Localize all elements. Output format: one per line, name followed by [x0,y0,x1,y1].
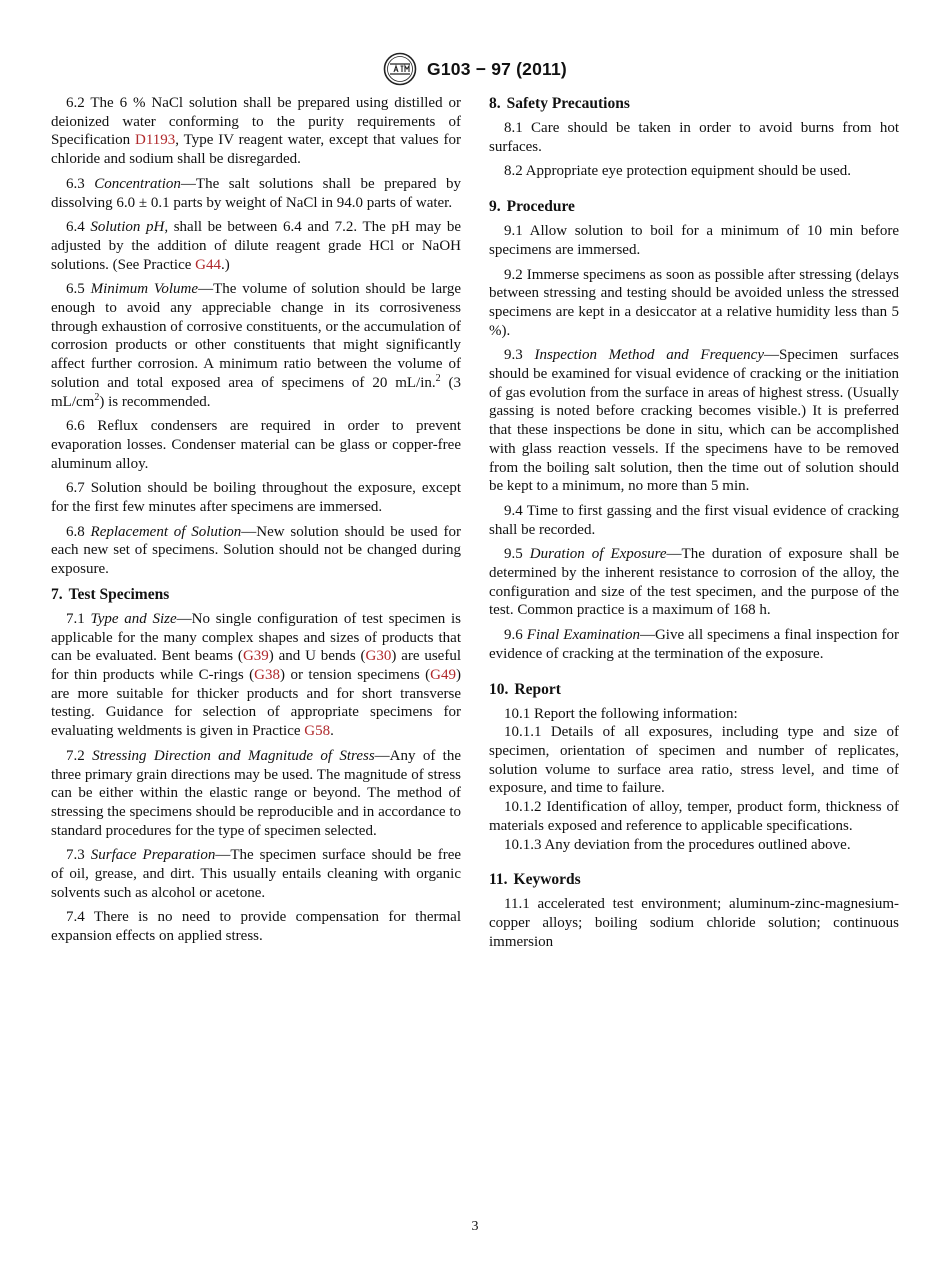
right-column [489,94,899,957]
section-6-4: 6.4 Solution pH, shall be between 6.4 and 7.2. The pH may be adjusted by the addition of dilute reagent grade HCl or NaOH solutions. (See Practice G44.) [51,219,462,273]
section-11-heading: 11. Keywords [489,871,581,889]
section-9-2: 9.2 Immerse specimens as soon as possible after stressing (delays between stressing and testing should be avoided unless the stressed specimens are kept in a desiccator at a relative humidity less than 5 %). [489,266,899,339]
page-number: 3 [471,1219,479,1234]
ref-g39-link[interactable]: G39 [242,648,269,665]
section-9-3: 9.3 Inspection Method and Frequency—Specimen surfaces should be examined for visual evidence of cracking or the initiation of gas evolution from the surface in areas of highest stress. (Usually gassing is noted before cracking becomes visible.) It is preferred that these inspections be done in situ, which can be accomplished with glass reaction vessels. If the specimens have to be removed from the boiling salt solution, then the time out of solution should be kept to a minimum, no more than 5 min. [489,347,899,495]
section-7-4: 7.4 There is no need to provide compensation for thermal expansion effects on applied stress. [51,909,461,945]
section-10-1-3: 10.1.3 Any deviation from the procedures outlined above. [504,836,851,853]
section-6-6: 6.6 Reflux condensers are required in order to prevent evaporation losses. Condenser material can be glass or copper-free aluminum alloy. [51,418,461,472]
section-10-heading: 10. Report [489,680,561,698]
section-9-5: 9.5 Duration of Exposure—The duration of exposure shall be determined by the inherent resistance to corrosion of the alloy, the configuration and size of the test specimen, and the purpose of the test. Common practice is a maximum of 168 h. [489,546,899,619]
section-9-4: 9.4 Time to first gassing and the first visual evidence of cracking shall be recorded. [489,502,899,538]
section-7-3: 7.3 Surface Preparation—The specimen surface should be free of oil, grease, and dirt. This usually entails cleaning with organic solvents such as alcohol or acetone. [51,847,462,901]
section-8-heading: 8. Safety Precautions [489,95,630,112]
section-7-2: 7.2 Stressing Direction and Magnitude of Stress—Any of the three primary grain directions may be used. The magnitude of stress can be either within the elastic range or beyond. The method of stressing the specimens should be reproducible and in accordance to standard procedures for the type of specimen selected. [51,747,462,839]
section-8-1: 8.1 Care should be taken in order to avoid burns from hot surfaces. [489,120,899,155]
section-6-7: 6.7 Solution should be boiling throughout the exposure, except for the first few minutes after specimens are immersed. [51,480,461,516]
left-column [51,94,461,952]
ref-g30-link[interactable]: G30 [365,648,392,665]
section-6-5: 6.5 Minimum Volume—The volume of solution should be large enough to avoid any appreciable change in its corrosiveness through exhaustion of corrosive constituents, or the accumulation of corrosion products or other constituents that might significantly affect further corrosion. A minimum ratio between the volume of solution and total exposed area of specimens of 20 mL/in.$^2$ (3 $mL/cm^2$) is recommended. [51,281,462,410]
section-9-heading: 9. Procedure [489,198,575,216]
section-6-8: 6.8 Replacement of Solution—New solution should be used for each new set of specimens. Solution should not be changed during exposure. [51,523,462,578]
section-6-3: 6.3 Concentration—The salt solutions shall be prepared by dissolving 6.0 ± 0.1 parts by weight of NaCl in 94.0 parts of water. [51,175,462,211]
section-9-6: 9.6 Final Examination—Give all specimens a final inspection for evidence of cracking at the termination of the exposure. [489,627,900,662]
spacer [489,670,899,680]
section-10-1: 10.1 Report the following information: [504,705,738,722]
section-6-2: 6.2 The 6 % NaCl solution shall be prepared using distilled or deionized water conforming to the purity requirements of Specification D1193, Type IV reagent water, except that values for chloride and sodium shall be disregarded. [51,95,461,168]
spacer [489,187,899,197]
spacer [489,860,899,870]
ref-d1193-link[interactable]: D1193 [135,132,176,149]
ref-g38-link[interactable]: G38 [254,666,280,683]
ref-g44-link[interactable]: G44 [195,256,221,273]
astm-logo-icon [383,52,417,86]
section-10-1-2: 10.1.2 Identification of alloy, temper, product form, thickness of materials exposed and reference to applicable specifications. [489,799,899,834]
section-11-1: 11.1 accelerated test environment; aluminum-zinc-magnesium-copper alloys; boiling sodium chloride solution; continuous immersion [489,896,899,950]
page-header [0,52,950,86]
document-designation: G103 − 97 (2011) [427,58,567,79]
section-7-1: 7.1 Type and Size—No single configuration of test specimen is applicable for the many complex shapes and sizes of products that can be evaluated. Bent beams (G39) and U bends (G30) are useful for thin products while C-rings (G38) or tension specimens (G49) are more suitable for thicker products and for short transverse testing. Guidance for selection of appropriate specimens for evaluating weldments is given in Practice G58. [51,610,461,740]
section-10-1-1: 10.1.1 Details of all exposures, including type and size of specimen, orientation of specimen and number of replicates, solution volume to surface area ratio, stress level, and time of exposure, and time to failure. [489,724,899,797]
ref-g58-link[interactable]: G58 [304,723,331,740]
section-9-1: 9.1 Allow solution to boil for a minimum of 10 min before specimens are immersed. [489,223,899,258]
ref-g49-link[interactable]: G49 [430,666,456,683]
section-7-heading: 7. Test Specimens [51,585,170,603]
section-8-2: 8.2 Appropriate eye protection equipment should be used. [504,163,851,180]
